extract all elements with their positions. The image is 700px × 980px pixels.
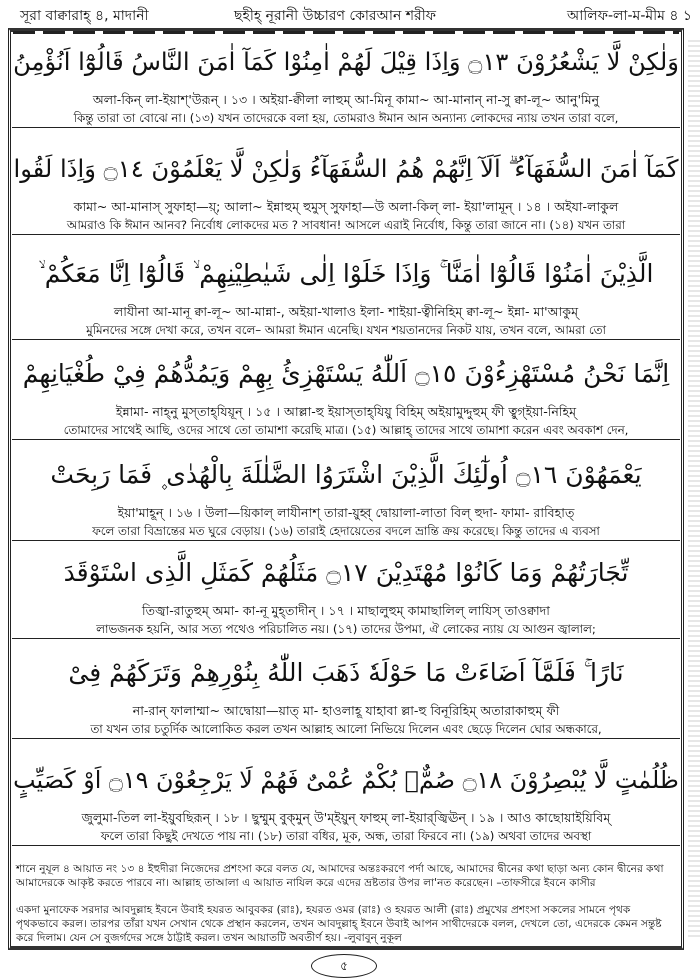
translation-line: ফলে তারা বিভ্রান্তের মত ঘুরে বেড়ায়। (১৬) তারাই হেদায়েতের বদলে ভ্রান্তি ক্রয় করেছে। কিন্তু তাদের এ ব্যবসা: [92, 524, 600, 538]
verse-block: [12, 346, 680, 440]
verse-block: [12, 545, 680, 639]
story-text: একদা মুনাফেক সরদার আবদুল্লাহ ইবনে উবাই হযরত আবুবকর (রাঃ), হযরত ওমর (রাঃ) ও হযরত আলী (রাঃ) প্রমুখের প্রশংসা সকলের সামনে পৃথক পৃথকভাবে করল। তারপর তাঁরা যখন সেখান থেকে প্রস্থান করলেন, তখন আবদুল্লাহ্ ইবনে উবাই আপন সাথীদেরকে বলল, দেখলে তো, এদেরকে কেমন সন্তুষ্ট করে দিলাম। যেন সে বুজর্গদের সঙ্গে ঠাট্টাই করল। তখন আয়াতটি অবতীর্ণ হয়। -লুবাবুন্ নুকূল: [16, 904, 662, 944]
arabic-line: ظُلُمٰتٍ لَّا يُبْصِرُوْنَ ۝١٨ صُمٌّۢ بُكْمٌ عُمْىٌ فَهُمْ لَا يَرْجِعُوْنَ ۝١٩ اَوْ كَصَيِّبٍ: [13, 766, 679, 794]
verse-block: [12, 246, 680, 340]
transliteration-line: ইন্নামা- নাহ্‌নু মুস্‌তাহ্‌যিয়ূন্ । ১৫ । আল্লা-হু ইয়াস্‌তাহ্‌যিয়ু বিহিম্ অইয়ামুদ্দুহুম্ ফী ত্বুগ্‌ইয়া-নিহিম্: [115, 404, 577, 419]
verse-block: [12, 752, 680, 846]
translation-line: মুমিনদের সঙ্গে দেখা করে, তখন বলে– আমরা ঈমান এনেছি। যখন শয়তানদের নিকট যায়, তখন বলে, আমরা তো: [86, 323, 606, 337]
verse-block: [12, 141, 680, 235]
verse-block: [12, 645, 680, 739]
transliteration-line: ইয়া'মাহূন্ । ১৬ । উলা—য়িকাল্ লাযীনাশ্ তারা-য়ুহ্ব্ দ্বোয়ালা-লাতা বিল্ হুদা- ফামা- রাবিহাত্: [117, 505, 575, 520]
transliteration-line: না-রান্ ফালাম্মা~ আদ্বোয়া—য়াত্ মা- হাওলাহূ যাহাবা ল্লা-হু বিনূরিহিম্ অতারাকাহুম্ ফী: [132, 703, 560, 718]
arabic-line: الَّذِيْنَ اٰمَنُوْا قَالُوْٓا اٰمَنَّا ۚ وَاِذَا خَلَوْا اِلٰى شَيٰطِيْنِهِمْ ۙ قَالُوْٓا اِنَّا مَعَكُمْ ۙ: [38, 259, 654, 288]
translation-line: কিন্তু তারা তা বোঝে না। (১৩) যখন তাদেরকে বলা হয়, তোমরাও ঈমান আন অন্যান্য লোকদের ন্যায় তখন তারা বলে,: [73, 111, 619, 125]
shane-nuzul-text: শানে নুযূল ৪ আয়াত নং ১৩ ৪ ইহুদীরা নিজেদের প্রশংসা করে বলত যে, আমাদের অন্তঃকরণে পর্দা আছে, আমাদের দ্বীনের কথা ছাড়া অন্য কোন দ্বীনের কথা আমাদেরকে আকৃষ্ট করতে পারবে না। আল্লাহ তাআলা এ আয়াত নাযিল করে এদের ভ্রষ্টতার উপর লা'নত করেছেন। –তাফসীরে ইবনে কাসীর: [16, 863, 664, 889]
shane-nuzul-note: [12, 862, 680, 890]
page-number: ৫: [311, 954, 377, 978]
translation-line: তোমাদের সাথেই আছি, ওদের সাথে তো তামাশা করেছি মাত্র। (১৫) আল্লাহ্ তাদের সাথে তামাশা করেন এবং অবকাশ দেন,: [63, 423, 629, 437]
arabic-line: يَعْمَهُوْنَ ۝١٦ اُولٰٓئِكَ الَّذِيْنَ اشْتَرَوُا الضَّلٰلَةَ بِالْهُدٰى ۪ فَمَا رَبِحَتْ: [50, 460, 642, 489]
arabic-line: كَمَآ اٰمَنَ السُّفَهَآءُ ۗ اَلَآ اِنَّهُمْ هُمُ السُّفَهَآءُ وَلٰكِنْ لَّا يَعْلَمُوْنَ ۝١٤ وَاِذَا لَقُوا: [13, 155, 679, 183]
transliteration-line: কামা~ আ-মানাস্ সুফাহা—য়্; আলা~ ইন্নাহুম্ হুমুস্ সুফাহা—উ অলা-কিল্ লা- ইয়া'লামূন্ । ১৪ । অইযা-লাকুল: [73, 199, 619, 214]
translation-line: লাভজনক হয়নি, আর সত্য পথেও পরিচালিত নয়। (১৭) তাদের উপমা, ঐ লোকের ন্যায় যে আগুন জ্বালাল;: [96, 622, 596, 636]
surah-name: সূরা বাক্বারাহ্ ৪, মাদানী: [20, 8, 149, 24]
page-edge-texture: [688, 40, 700, 940]
story-note: [12, 903, 680, 945]
transliteration-line: অলা-কিন্ লা-ইয়াশ্‌'উরূন্ । ১৩ । অইয়া-ক্বীলা লাহুম্ আ-মিনূ কামা~ আ-মানান্ না-সু ক্বা-লূ~ আনু'মিনু: [92, 92, 600, 107]
translation-line: ফলে তারা কিছুই দেখতে পায় না। (১৮) তারা বধির, মূক, অন্ধ, তারা ফিরবে না। (১৯) অথবা তাদের অবস্থা: [100, 829, 592, 843]
verse-block: [12, 34, 680, 128]
transliteration-line: তিজ্বা-রাতুহুম্ অমা- কা-নূ মুহ্‌তাদীন্ । ১৭ । মাছালুহুম্ কামাছালিল্ লাযিস্ তাওক্বাদা: [142, 603, 550, 618]
page-header: [0, 0, 700, 28]
arabic-line: وَلٰكِنْ لَّا يَشْعُرُوْنَ ۝١٣ وَاِذَا قِيْلَ لَهُمْ اٰمِنُوْا كَمَآ اٰمَنَ النَّاسُ قَالُوْٓا اَنُؤْمِنُ: [13, 48, 679, 76]
verse-block: [12, 447, 680, 541]
translation-line: আমরাও কি ঈমান আনব? নির্বোধ লোকদের মত ? সাবধান! আসলে এরাই নির্বোধ, কিন্তু তারা জানে না। (১৪) যখন তারা: [66, 218, 626, 232]
arabic-line: اِنَّمَا نَحْنُ مُسْتَهْزِءُوْنَ ۝١٥ اَللّٰهُ يَسْتَهْزِئُ بِهِمْ وَيَمُدُّهُمْ فِيْ طُغْيَانِهِمْ: [22, 359, 670, 388]
arabic-line: نَارًا ۚ فَلَمَّآ اَضَاءَتْ مَا حَوْلَهٗ ذَهَبَ اللّٰهُ بِنُوْرِهِمْ وَتَرَكَهُمْ فِىْ: [68, 658, 624, 687]
transliteration-line: জুলুমা-তিল লা-ইয়ুবছিরূন্ । ১৮ । ছুম্মুম্ বুক্‌মুন্ উ'ম্‌ইয়ুন্ ফাহুম্ লা-ইয়ার্‌জ্বিঊন্ । ১৯ । আও কাছোয়াইয়িবিম্: [81, 810, 611, 825]
arabic-line: تِّجَارَتُهُمْ وَمَا كَانُوْا مُهْتَدِيْنَ ۝١٧ مَثَلُهُمْ كَمَثَلِ الَّذِى اسْتَوْقَدَ: [63, 558, 629, 587]
translation-line: তা যখন তার চতুর্দিক আলোকিত করল তখন আল্লাহ আলো নিভিয়ে দিলেন এবং ছেড়ে দিলেন ঘোর অন্ধকারে,: [90, 722, 602, 736]
book-title: ছহীহ্ নূরানী উচ্চারণ কোরআন শরীফ: [234, 8, 436, 24]
transliteration-line: লাযীনা আ-মানূ ক্বা-লূ~ আ-মান্না-, অইয়া-খালাও ইলা- শাইয়া-ত্বীনিহিম্ ক্বা-লূ~ ইন্না- মা'আকুম্: [113, 304, 579, 319]
juz-name: আলিফ-লা-ম-মীম ৪ ১: [566, 8, 692, 24]
